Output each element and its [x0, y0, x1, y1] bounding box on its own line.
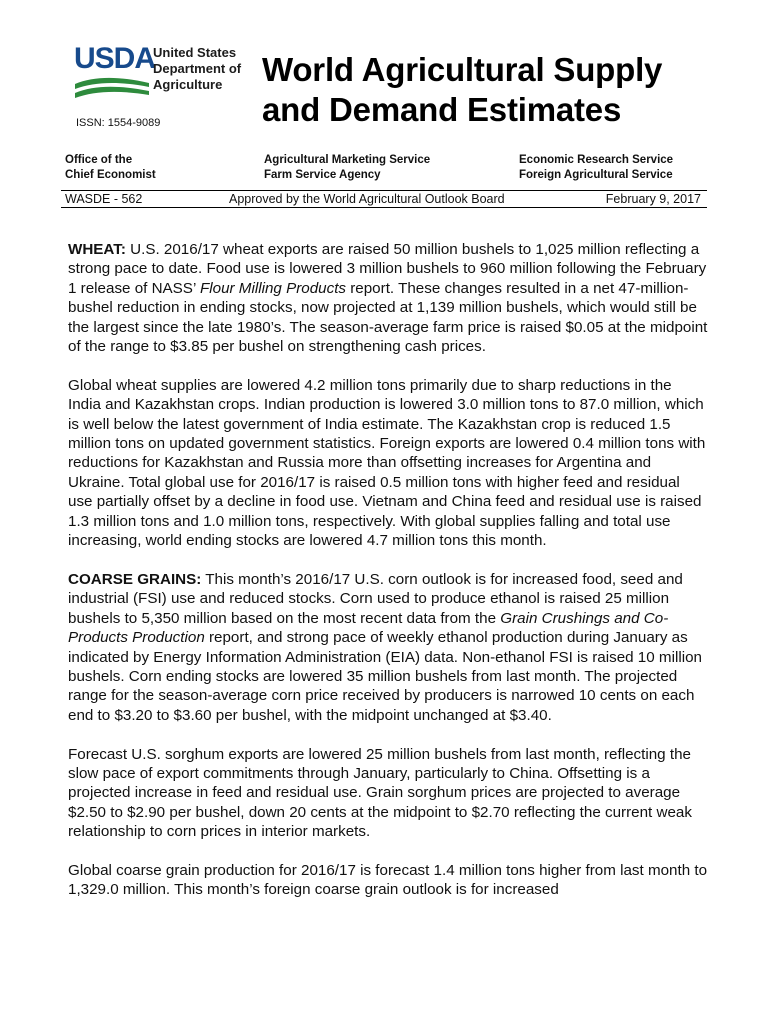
- usda-swoosh-icon: [74, 74, 150, 100]
- paragraph-global-wheat: Global wheat supplies are lowered 4.2 million tons primarily due to sharp reductions in the India and Kazakhstan crops. Indian production is lowered 3.0 million tons to 87.0 million, which is well below the latest government of India estimate. The Kazakhstan crop is reduced 1.5 million tons on updated government statistics. Foreign exports are lowered 0.4 million tons with reductions for Kazakhstan and Russia more than offsetting increases for Argentina and Ukraine. Total global use for 2016/17 is raised 0.5 million tons with higher feed and residual use partially offset by a decline in food use. Vietnam and China feed and residual use is raised 1.3 million tons and 1.0 million tons, respectively. With global supplies falling and total use increasing, world ending stocks are lowered 4.7 million tons this month.: [68, 376, 706, 550]
- paragraph-text: report, and strong pace of weekly ethanol production during January as indicated by Energy Information Administration (EIA) data. Non-ethanol FSI is raised 10 million bushels. Corn ending stocks are lowered 35 million bushels from last month. The projected range for the season-average corn price received by producers is narrowed 10 cents on each end to $3.20 to $3.60 per bushel, with the midpoint unchanged at $3.40.: [68, 629, 702, 724]
- usda-logo: [74, 44, 260, 104]
- report-title: [262, 50, 662, 130]
- office-line: Agricultural Marketing Service: [264, 154, 431, 166]
- paragraph-sorghum: Forecast U.S. sorghum exports are lowered 25 million bushels from last month, reflecting the slow pace of export commitments through January, particularly to China. Offsetting is a projected increase in feed and residual use. Grain sorghum prices are projected to average $2.50 to $2.90 per bushel, down 20 cents at the midpoint to $2.70 reflecting the current weak relationship to corn prices in interior markets.: [68, 745, 692, 841]
- approval-note: Approved by the World Agricultural Outlook Board: [229, 192, 505, 206]
- paragraph-text: This month’s 2016/17 U.S. corn outlook is for increased food, seed and industrial (FSI) use and reduced stocks. Corn used to produce ethanol is raised 25 million bushels to 5,350 million based on the most recent data from the: [68, 570, 683, 627]
- agency-line: Agriculture: [153, 77, 223, 92]
- office-line: Office of the: [65, 154, 133, 166]
- paragraph-coarse-grains: [68, 570, 708, 725]
- office-ers-fas: [519, 153, 673, 183]
- office-line: Economic Research Service: [519, 154, 674, 166]
- report-name: Grain Crushings and Co-Products Production: [68, 609, 669, 647]
- agency-name: [153, 45, 241, 93]
- section-label-wheat: WHEAT:: [68, 241, 126, 258]
- report-body: [68, 240, 708, 919]
- paragraph-text: U.S. 2016/17 wheat exports are raised 50 million bushels to 1,025 million reflecting a strong pace to date. Food use is lowered 3 million bushels to 960 million following the February 1 release of NASS’: [68, 241, 707, 297]
- title-line: and Demand Estimates: [262, 91, 622, 128]
- agency-line: United States: [153, 45, 237, 60]
- agency-line: Department of: [153, 61, 242, 76]
- report-meta-bar: [61, 190, 707, 208]
- paragraph-text: report. These changes resulted in a net 47-million-bushel reduction in ending stocks, now projected at 1,139 million bushels, which would still be the largest since the late 1980’s. The season-average farm price is raised $0.05 at the midpoint of the range to $3.85 per bushel on strengthening cash prices.: [68, 279, 708, 356]
- office-chief-economist: [65, 153, 156, 183]
- office-ams-fsa: [264, 153, 430, 183]
- report-name: Flour Milling Products: [199, 279, 347, 297]
- issn-number: ISSN: 1554-9089: [76, 117, 161, 129]
- office-line: Farm Service Agency: [264, 169, 381, 181]
- report-number: WASDE - 562: [65, 192, 143, 206]
- report-date: February 9, 2017: [605, 192, 701, 206]
- section-label-coarse-grains: COARSE GRAINS:: [68, 570, 202, 588]
- office-line: Foreign Agricultural Service: [519, 169, 673, 181]
- paragraph-wheat: [68, 240, 708, 356]
- title-line: World Agricultural Supply: [262, 51, 663, 88]
- office-line: Chief Economist: [65, 169, 156, 181]
- usda-logo-text: USDA: [74, 42, 156, 75]
- paragraph-global-coarse-grain: Global coarse grain production for 2016/17 is forecast 1.4 million tons higher from last month to 1,329.0 million. This month’s foreign coarse grain outlook is for increased: [68, 861, 708, 899]
